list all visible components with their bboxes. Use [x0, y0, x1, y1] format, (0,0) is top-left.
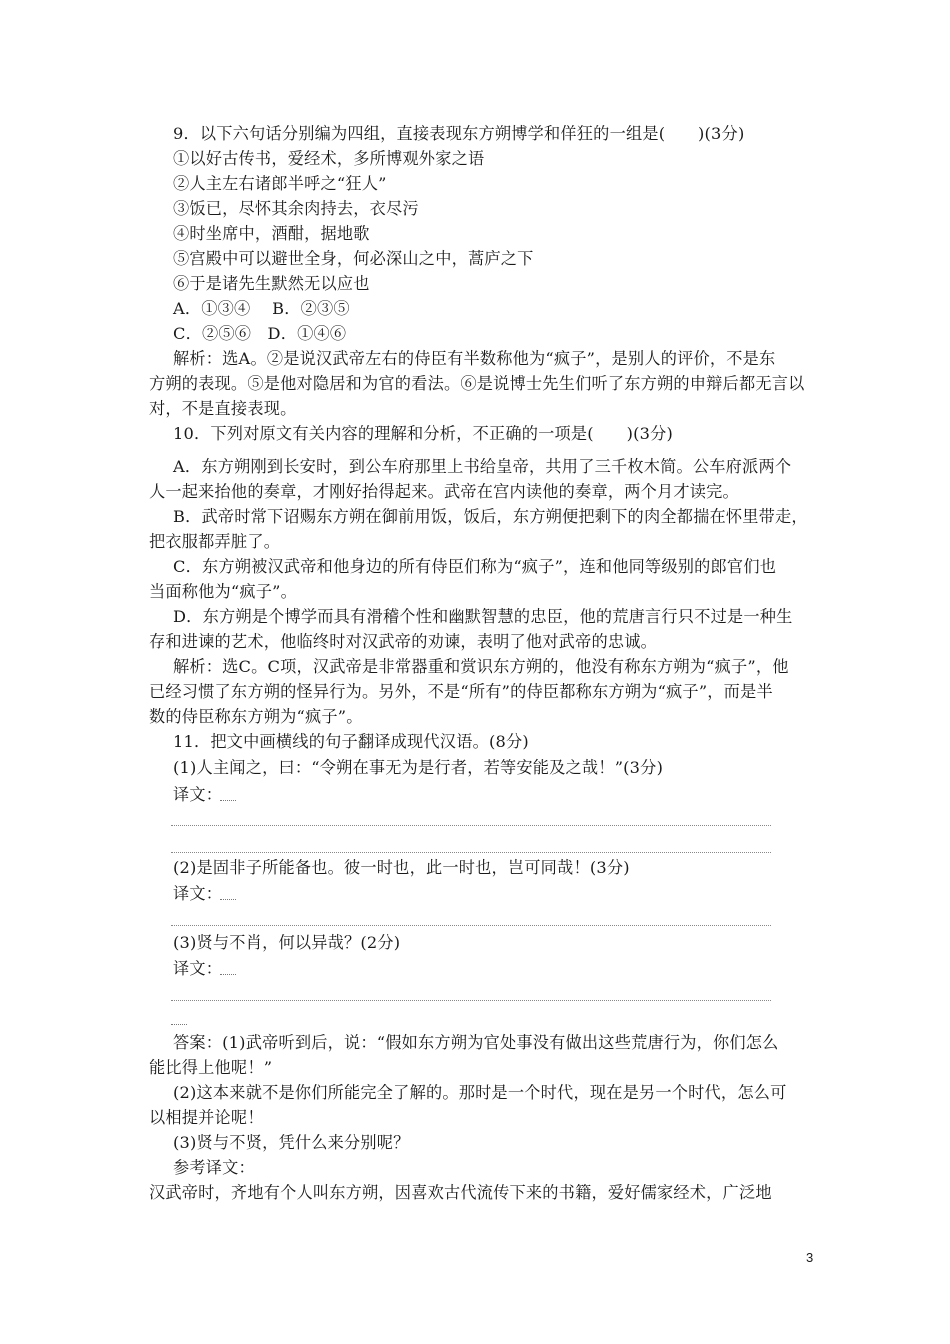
q11-stem: 11．把文中画横线的句子翻译成现代汉语。(8分): [173, 732, 529, 751]
q9-item: ⑤宫殿中可以避世全身，何必深山之中，蒿庐之下: [173, 249, 534, 268]
answer-blank[interactable]: [220, 800, 236, 801]
translation-label: 译文：: [173, 959, 223, 978]
q10-option: 把衣服都弄脏了。: [149, 532, 281, 551]
reference-translation-heading: 参考译文：: [173, 1158, 255, 1177]
q10-option: 当面称他为“疯子”。: [149, 582, 298, 601]
answer-text: 能比得上他呢！”: [149, 1058, 273, 1077]
answer-text: 以相提并论呢！: [149, 1108, 264, 1127]
q10-option: 存和进谏的艺术，他临终时对汉武帝的劝谏，表明了他对武帝的忠诚。: [149, 632, 658, 651]
answer-text: 答案：(1)武帝听到后，说：“假如东方朔为官处事没有做出这些荒唐行为，你们怎么: [173, 1033, 779, 1052]
q9-stem: 9．以下六句话分别编为四组，直接表现东方朔博学和佯狂的一组是( )(3分): [173, 124, 745, 143]
translation-label: 译文：: [173, 785, 223, 804]
q9-options: A．①③④ B．②③⑤: [173, 299, 350, 318]
answer-line[interactable]: [171, 1000, 771, 1001]
answer-blank[interactable]: [171, 1024, 187, 1025]
q9-analysis: 对，不是直接表现。: [149, 399, 297, 418]
answer-text: (2)这本来就不是你们所能完全了解的。那时是一个时代，现在是另一个时代，怎么可: [173, 1083, 787, 1102]
q10-option: 人一起来抬他的奏章，才刚好抬得起来。武帝在宫内读他的奏章，两个月才读完。: [149, 482, 739, 501]
q10-analysis: 解析：选C。C项，汉武帝是非常器重和赏识东方朔的，他没有称东方朔为“疯子”，他: [173, 657, 789, 676]
q9-item: ①以好古传书，爱经术，多所博观外家之语: [173, 149, 485, 168]
q11-sub-question: (3)贤与不肖，何以异哉？(2分): [173, 933, 401, 952]
answer-line[interactable]: [171, 852, 771, 853]
reference-translation-text: 汉武帝时，齐地有个人叫东方朔，因喜欢古代流传下来的书籍，爱好儒家经术，广泛地: [149, 1183, 772, 1202]
q9-options: C．②⑤⑥ D．①④⑥: [173, 324, 347, 343]
q10-stem: 10．下列对原文有关内容的理解和分析，不正确的一项是( )(3分): [173, 424, 674, 443]
q9-item: ②人主左右诸郎半呼之“狂人”: [173, 174, 387, 193]
q10-analysis: 数的侍臣称东方朔为“疯子”。: [149, 707, 363, 726]
q9-item: ③饭已，尽怀其余肉持去，衣尽污: [173, 199, 419, 218]
q10-option: A．东方朔刚到长安时，到公车府那里上书给皇帝，共用了三千枚木简。公车府派两个: [173, 457, 792, 476]
q11-sub-question: (2)是固非子所能备也。彼一时也，此一时也，岂可同哉！(3分): [173, 858, 630, 877]
q10-option: B．武帝时常下诏赐东方朔在御前用饭，饭后，东方朔便把剩下的肉全都揣在怀里带走，: [173, 507, 808, 526]
q11-sub-question: (1)人主闻之，曰：“令朔在事无为是行者，若等安能及之哉！”(3分): [173, 758, 664, 777]
page-number: 3: [806, 1250, 814, 1265]
q10-option: C．东方朔被汉武帝和他身边的所有侍臣们称为“疯子”，连和他同等级别的郎官们也: [173, 557, 777, 576]
q9-item: ⑥于是诸先生默然无以应也: [173, 274, 370, 293]
q10-option: D．东方朔是个博学而具有滑稽个性和幽默智慧的忠臣，他的荒唐言行只不过是一种生: [173, 607, 793, 626]
q9-analysis: 解析：选A。②是说汉武帝左右的侍臣有半数称他为“疯子”，是别人的评价，不是东: [173, 349, 776, 368]
q9-analysis: 方朔的表现。⑤是他对隐居和为官的看法。⑥是说博士先生们听了东方朔的申辩后都无言以: [149, 374, 805, 393]
answer-line[interactable]: [171, 825, 771, 826]
answer-text: (3)贤与不贤，凭什么来分别呢？: [173, 1133, 410, 1152]
answer-blank[interactable]: [220, 899, 236, 900]
q9-item: ④时坐席中，酒酣，据地歌: [173, 224, 370, 243]
q10-analysis: 已经习惯了东方朔的怪异行为。另外，不是“所有”的侍臣都称东方朔为“疯子”，而是半: [149, 682, 773, 701]
answer-line[interactable]: [171, 925, 771, 926]
answer-blank[interactable]: [220, 974, 236, 975]
translation-label: 译文：: [173, 884, 223, 903]
